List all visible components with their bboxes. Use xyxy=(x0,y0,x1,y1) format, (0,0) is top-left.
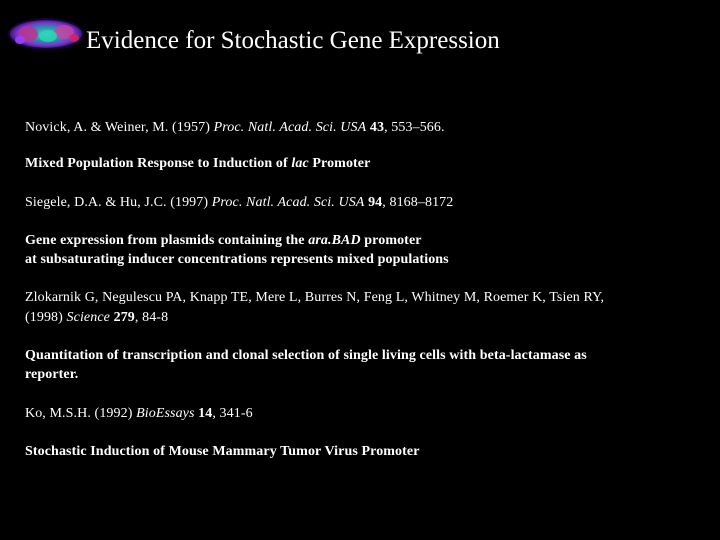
reference-zlokarnik-line1: Zlokarnik G, Negulescu PA, Knapp TE, Mere L, Burres N, Feng L, Whitney M, Roemer K, Tsien RY, xyxy=(25,290,605,305)
summary-arabad-line1: Gene expression from plasmids containing the ara.BAD promoter xyxy=(25,233,422,248)
slide-title: Evidence for Stochastic Gene Expression xyxy=(86,27,500,54)
reference-siegele: Siegele, D.A. & Hu, J.C. (1997) Proc. Natl. Acad. Sci. USA 94, 8168–8172 xyxy=(25,195,454,210)
summary-arabad-line2: at subsaturating inducer concentrations represents mixed populations xyxy=(25,252,449,267)
cell-image-logo xyxy=(6,16,86,52)
reference-ko: Ko, M.S.H. (1992) BioEssays 14, 341-6 xyxy=(25,406,253,421)
summary-beta-lactamase-line2: reporter. xyxy=(25,367,79,382)
reference-zlokarnik-line2: (1998) Science 279, 84-8 xyxy=(25,310,169,325)
summary-lac-promoter: Mixed Population Response to Induction of lac Promoter xyxy=(25,156,371,171)
summary-mmtv-promoter: Stochastic Induction of Mouse Mammary Tumor Virus Promoter xyxy=(25,444,420,459)
summary-beta-lactamase-line1: Quantitation of transcription and clonal selection of single living cells with beta-lactamase as xyxy=(25,348,587,363)
reference-novick: Novick, A. & Weiner, M. (1957) Proc. Natl. Acad. Sci. USA 43, 553–566. xyxy=(25,120,445,135)
